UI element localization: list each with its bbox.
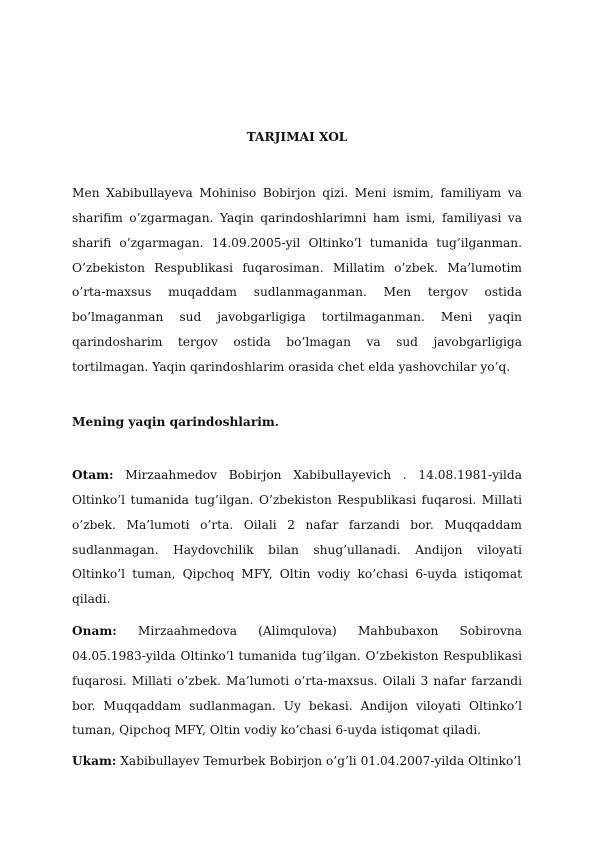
- relative-text: Mirzaahmedov Bobirjon Xabibullayevich . 14.08.1981-yilda Oltinko’l tumanida tug’ilgan. O’zbekiston Respublikasi fuqarosi. Millati o’zbek. Ma’lumoti o’rta. Oilali 2 nafar farzandi bor. Muqqaddam sudlanmagan. Haydovchilik bilan shug’ullanadi. Andijon viloyati Oltinko’l tuman, Qipchoq MFY, Oltin vodiy ko’chasi 6-uyda istiqomat qiladi.: [72, 468, 522, 607]
- relative-text: Mirzaahmedova (Alimqulova) Mahbubaxon Sobirovna 04.05.1983-yilda Oltinko’l tumanida tug’ilgan. O’zbekiston Respublikasi fuqarosi. Millati o’zbek. Ma’lumoti o’rta-maxsus. Oilali 3 nafar farzandi bor. Muqqaddam sudlanmagan. Uy bekasi. Andijon viloyati Oltinko’l tuman, Qipchoq MFY, Oltin vodiy ko’chasi 6-uyda istiqomat qiladi.: [72, 624, 522, 738]
- document-title: TARJIMAI XOL: [246, 130, 348, 144]
- section-heading: Mening yaqin qarindoshlarim.: [72, 415, 280, 429]
- relative-paragraph-mother: [72, 619, 522, 743]
- relative-label: Onam:: [72, 624, 117, 638]
- intro-paragraph: Men Xabibullayeva Mohiniso Bobirjon qizi. Meni ismim, familiyam va sharifim o’zgarmagan. Yaqin qarindoshlarimni ham ismi, familiyasi va sharifi o’zgarmagan. 14.09.2005-yil Oltinko’l tumanida tug’ilganman. O’zbekiston Respublikasi fuqarosiman. Millatim o’zbek. Ma’lumotim o’rta-maxsus muqaddam sudlanmaganman. Men tergov ostida bo’lmaganman sud javobgarligiga tortilmaganman. Meni yaqin qarindosharim tergov ostida bo’lmagan va sud javobgarligiga tortilmagan. Yaqin qarindoshlarim orasida chet elda yashovchilar yo’q.: [72, 186, 522, 374]
- relative-text: Xabibullayev Temurbek Bobirjon o’g’li 01.04.2007-yilda Oltinko’l: [116, 754, 522, 768]
- relative-paragraph-brother: [72, 749, 522, 774]
- relative-paragraph-father: [72, 463, 522, 612]
- relative-label: Otam:: [72, 468, 114, 482]
- relative-label: Ukam:: [72, 754, 117, 768]
